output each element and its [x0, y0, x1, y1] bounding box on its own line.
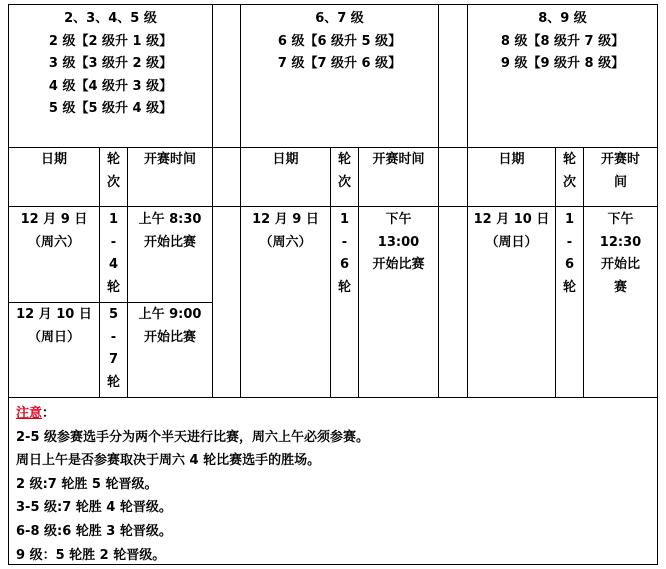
cell-time: 下午 12:30 开始比 赛	[599, 212, 642, 295]
row-divider	[8, 302, 213, 303]
group-title: 6、7 级	[315, 11, 364, 26]
notes-colon: ：	[42, 406, 56, 421]
cell-time: 上午 8:30 开始比赛	[138, 212, 202, 250]
column-header-round: 轮 次	[562, 152, 576, 190]
group-header	[9, 8, 212, 121]
column-header-date: 日期	[40, 152, 67, 167]
column-header-date: 日期	[498, 152, 525, 167]
group-header	[241, 8, 438, 76]
level-line: 3 级【3 级升 2 级】	[48, 56, 173, 71]
cell-date: 12 月 10 日 （周日）	[473, 212, 550, 250]
table-border-right	[657, 4, 658, 565]
notes-divider	[8, 397, 658, 398]
group-title: 2、3、4、5 级	[64, 11, 157, 26]
cell-round: 1 - 6 轮	[562, 212, 576, 295]
level-line: 4 级【4 级升 3 级】	[48, 78, 173, 94]
cell-date: 12 月 9 日 （周六）	[252, 212, 319, 250]
note-line: 周日上午是否参赛取决于周六 4 轮比赛选手的胜场。	[16, 453, 321, 469]
note-line: 3-5 级:7 轮胜 4 轮晋级。	[16, 500, 172, 516]
column-header-time: 开赛时 间	[600, 152, 640, 190]
level-line: 5 级【5 级升 4 级】	[48, 101, 173, 116]
header-divider	[8, 206, 658, 207]
group-header	[468, 8, 657, 76]
notes-section	[16, 402, 369, 567]
group-title: 8、9 级	[538, 11, 587, 26]
notes-label: 注意	[16, 406, 43, 421]
cell-date: 12 月 9 日 （周六）	[20, 212, 88, 250]
group1-right-border	[212, 4, 213, 398]
cell-round: 1 - 6 轮	[337, 212, 351, 295]
section-divider	[8, 147, 658, 148]
cell-time: 上午 9:00 开始比赛	[138, 307, 202, 345]
level-line: 7 级【7 级升 6 级】	[277, 56, 402, 71]
level-line: 8 级【8 级升 7 级】	[500, 33, 625, 49]
column-header-date: 日期	[272, 152, 299, 167]
cell-time: 下午 13:00 开始比赛	[372, 212, 425, 272]
table-border-top	[8, 4, 658, 5]
level-line: 9 级【9 级升 8 级】	[500, 56, 625, 71]
group2-right-border	[438, 4, 439, 398]
cell-round: 1 - 4 轮	[106, 212, 120, 295]
note-line: 2 级:7 轮胜 5 轮晋级。	[16, 476, 158, 492]
column-header-time: 开赛时间	[143, 152, 196, 167]
column-header-time: 开赛时间	[372, 152, 425, 167]
notes-heading	[16, 402, 369, 426]
note-line: 6-8 级:6 轮胜 3 轮晋级。	[16, 523, 172, 539]
level-line: 2 级【2 级升 1 级】	[48, 33, 173, 49]
cell-date: 12 月 10 日 （周日）	[16, 307, 92, 345]
note-line: 2-5 级参赛选手分为两个半天进行比赛，周六上午必须参赛。	[16, 429, 370, 445]
level-line: 6 级【6 级升 5 级】	[277, 33, 402, 49]
note-line: 9 级：5 轮胜 2 轮晋级。	[16, 547, 166, 563]
column-header-round: 轮 次	[337, 152, 351, 190]
column-divider	[127, 147, 128, 398]
cell-round: 5 - 7 轮	[106, 307, 120, 390]
column-header-round: 轮 次	[106, 152, 120, 190]
